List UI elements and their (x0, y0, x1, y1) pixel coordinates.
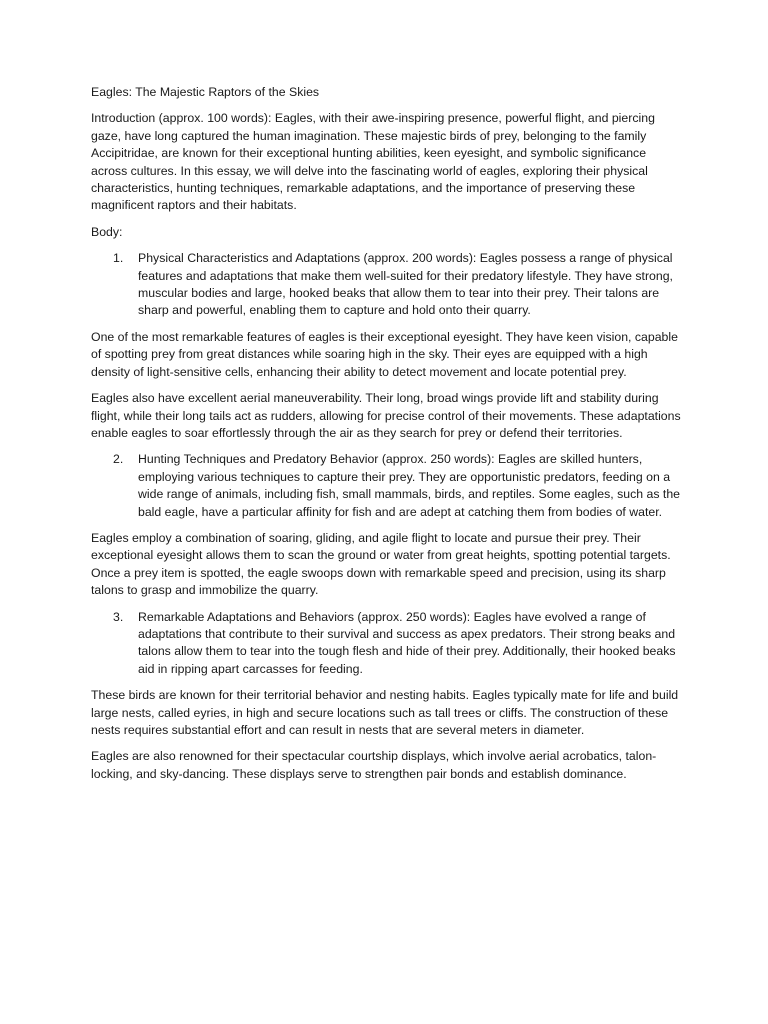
document-page (91, 84, 683, 792)
body-label: Body: (91, 224, 123, 239)
list-number: 1. (113, 251, 124, 266)
eyesight-paragraph: One of the most remarkable features of eagles is their exceptional eyesight. They have keen vision, capable of spotting prey from great distances while soaring high in the sky. Their eyes are equipped with a high density of light-sensitive cells, enhancing their ability to detect movement and locate potential prey. (91, 329, 678, 379)
list-number: 3. (113, 609, 124, 624)
flight-paragraph: Eagles employ a combination of soaring, gliding, and agile flight to locate and pursue their prey. Their exceptional eyesight allows them to scan the ground or water from great heights, spotting potential targets. Once a prey item is spotted, the eagle swoops down with remarkable speed and precision, using its sharp talons to grasp and immobilize the quarry. (91, 530, 671, 598)
document-title: Eagles: The Majestic Raptors of the Skies (91, 85, 320, 99)
aerial-paragraph: Eagles also have excellent aerial maneuverability. Their long, broad wings provide lift and stability during flight, while their long tails act as rudders, allowing for precise control of their movements. These adaptations enable eagles to soar effortlessly through the air as they search for prey or defend their territories. (91, 391, 681, 440)
courtship-paragraph: Eagles are also renowned for their spectacular courtship displays, which involve aerial acrobatics, talon-locking, and sky-dancing. These displays serve to strengthen pair bonds and establish dominance. (91, 749, 657, 781)
list-number: 2. (113, 452, 124, 467)
intro-paragraph: Introduction (approx. 100 words): Eagles, with their awe-inspiring presence, powerful flight, and piercing gaze, have long captured the human imagination. These majestic birds of prey, belonging to the family Accipitridae, are known for their exceptional hunting abilities, keen eyesight, and symbolic significance across cultures. In this essay, we will delve into the fascinating world of eagles, exploring their physical characteristics, hunting techniques, remarkable adaptations, and the importance of preserving these magnificent raptors and their habitats. (91, 111, 655, 213)
list-item-1 (91, 250, 683, 320)
list-text: Remarkable Adaptations and Behaviors (approx. 250 words): Eagles have evolved a range of adaptations that contribute to their survival and success as apex predators. Their strong beaks and talons allow them to tear into the tough flesh and hide of their prey. Additionally, their hooked beaks aid in ripping apart carcasses for feeding. (138, 609, 676, 676)
list-item-2 (91, 451, 683, 521)
list-text: Hunting Techniques and Predatory Behavior (approx. 250 words): Eagles are skilled hunters, employing various techniques to capture their prey. They are opportunistic predators, feeding on a wide range of animals, including fish, small mammals, birds, and reptiles. Some eagles, such as the bald eagle, have a particular affinity for fish and are adept at catching them from bodies of water. (138, 452, 680, 519)
nesting-paragraph: These birds are known for their territorial behavior and nesting habits. Eagles typically mate for life and build large nests, called eyries, in high and secure locations such as tall trees or cliffs. The construction of these nests requires substantial effort and can result in nests that are several meters in diameter. (91, 688, 679, 737)
list-item-3 (91, 609, 683, 679)
list-text: Physical Characteristics and Adaptations (approx. 200 words): Eagles possess a range of physical features and adaptations that make them well-suited for their predatory lifestyle. They have strong, muscular bodies and large, hooked beaks that allow them to tear into their prey. Their talons are sharp and powerful, enabling them to capture and hold onto their quarry. (138, 251, 673, 318)
